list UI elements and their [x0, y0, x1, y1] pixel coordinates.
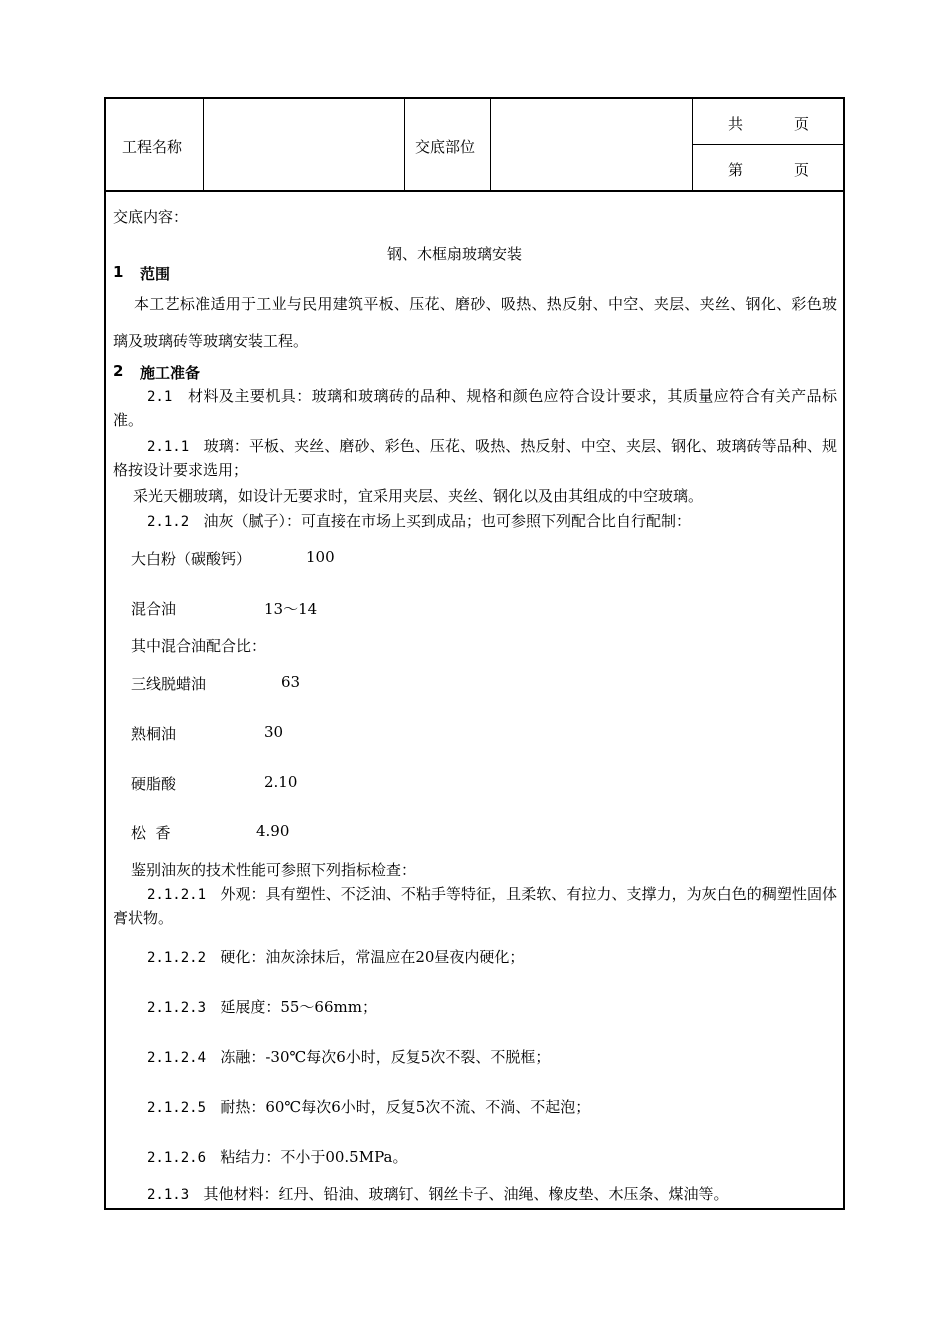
page-cell-divider	[692, 144, 844, 145]
project-name-label: 工程名称	[122, 138, 183, 156]
clause-2-1-2-1	[113, 883, 837, 930]
check-item-number: 2.1.2.3	[147, 1000, 207, 1016]
clause-2-1-text: 材料及主要机具：玻璃和玻璃砖的品种、规格和颜色应符合设计要求，其质量应符合有关产品标准。	[113, 387, 837, 429]
mix2-item-name: 硬脂酸	[131, 775, 177, 793]
check-item-number: 2.1.2.2	[147, 950, 207, 966]
skylight-note: 采光天棚玻璃，如设计无要求时，宜采用夹层、夹丝、钢化以及由其组成的中空玻璃。	[133, 487, 704, 505]
clause-2-1-1-text: 玻璃：平板、夹丝、磨砂、彩色、压花、吸热、热反射、中空、夹层、钢化、玻璃砖等品种、规格按设计要求选用；	[113, 437, 837, 479]
disclosure-part-value[interactable]	[500, 136, 680, 156]
check-item-text: 耐热：60℃每次6小时，反复5次不流、不淌、不起泡；	[220, 1098, 591, 1116]
clause-2-1-1-number: 2.1.1	[147, 439, 190, 455]
mix1-item-name: 大白粉（碳酸钙）	[131, 550, 252, 568]
mix2-item-name: 熟桐油	[131, 725, 177, 743]
clause-2-1-3-number: 2.1.3	[147, 1187, 190, 1203]
header-divider-3	[490, 98, 491, 191]
check-item-number: 2.1.2.4	[147, 1050, 207, 1066]
header-bottom-line	[104, 190, 845, 192]
clause-2-1-2-1-number: 2.1.2.1	[147, 887, 207, 903]
intro-label: 交底内容：	[113, 208, 189, 226]
check-intro: 鉴别油灰的技术性能可参照下列指标检查：	[131, 861, 417, 879]
clause-2-1-1	[113, 435, 837, 482]
check-item	[147, 1046, 550, 1067]
mix1-item-name: 混合油	[131, 600, 177, 618]
clause-2-1	[113, 385, 837, 432]
check-item-text: 冻融：-30℃每次6小时，反复5次不裂、不脱框；	[220, 1048, 551, 1066]
mix2-item-value: 30	[264, 723, 284, 741]
mix2-item-name: 三线脱蜡油	[131, 675, 207, 693]
disclosure-part-label: 交底部位	[415, 138, 476, 156]
section-1-paragraph	[113, 286, 837, 360]
header-divider-2	[404, 98, 405, 191]
total-pages-char2: 页	[794, 115, 810, 133]
mix2-item-value: 4.90	[256, 822, 290, 840]
header-divider-1	[203, 98, 204, 191]
section-2-number: 2	[113, 362, 124, 380]
mix2-item-value: 2.10	[264, 773, 298, 791]
clause-2-1-2-number: 2.1.2	[147, 514, 190, 530]
check-item	[147, 1146, 407, 1167]
check-item-text: 延展度：55～66mm；	[220, 998, 377, 1016]
mix2-item-name-text: 松 香	[131, 824, 171, 842]
mix2-item-value: 63	[281, 673, 301, 691]
clause-2-1-3-text: 其他材料：红丹、铅油、玻璃钉、钢丝卡子、油绳、橡皮垫、木压条、煤油等。	[203, 1185, 729, 1203]
check-item-text: 硬化：油灰涂抹后，常温应在20昼夜内硬化；	[220, 948, 525, 966]
section-1-text: 本工艺标准适用于工业与民用建筑平板、压花、磨砂、吸热、热反射、中空、夹层、夹丝、钢化、彩色玻璃及玻璃砖等玻璃安装工程。	[113, 295, 837, 350]
page-no-char1: 第	[728, 161, 744, 179]
mix-oil-label: 其中混合油配合比：	[131, 637, 267, 655]
section-1-number: 1	[113, 263, 124, 281]
check-item-number: 2.1.2.5	[147, 1100, 207, 1116]
clause-2-1-2-1-text: 外观：具有塑性、不泛油、不粘手等特征，且柔软、有拉力、支撑力，为灰白色的稠塑性固体膏状物。	[113, 885, 837, 927]
mix2-item-name	[131, 822, 171, 843]
check-item	[147, 996, 377, 1017]
mix1-item-value: 100	[306, 548, 335, 566]
check-item-number: 2.1.2.6	[147, 1150, 207, 1166]
clause-2-1-2-text: 油灰（腻子）：可直接在市场上买到成品；也可参照下列配合比自行配制：	[203, 512, 691, 530]
check-item	[147, 1096, 590, 1117]
total-pages-char1: 共	[728, 115, 744, 133]
clause-2-1-2	[147, 510, 691, 531]
page-no-char2: 页	[794, 161, 810, 179]
check-item	[147, 946, 524, 967]
clause-2-1-number: 2.1	[147, 389, 173, 405]
project-name-value[interactable]	[215, 136, 395, 156]
section-1-title: 范围	[140, 265, 171, 283]
document-title: 钢、木框扇玻璃安装	[387, 245, 523, 263]
clause-2-1-3	[147, 1183, 728, 1204]
check-item-text: 粘结力：不小于00.5MPa。	[220, 1148, 408, 1166]
mix1-item-value: 13～14	[264, 600, 318, 618]
section-2-title: 施工准备	[140, 364, 201, 382]
